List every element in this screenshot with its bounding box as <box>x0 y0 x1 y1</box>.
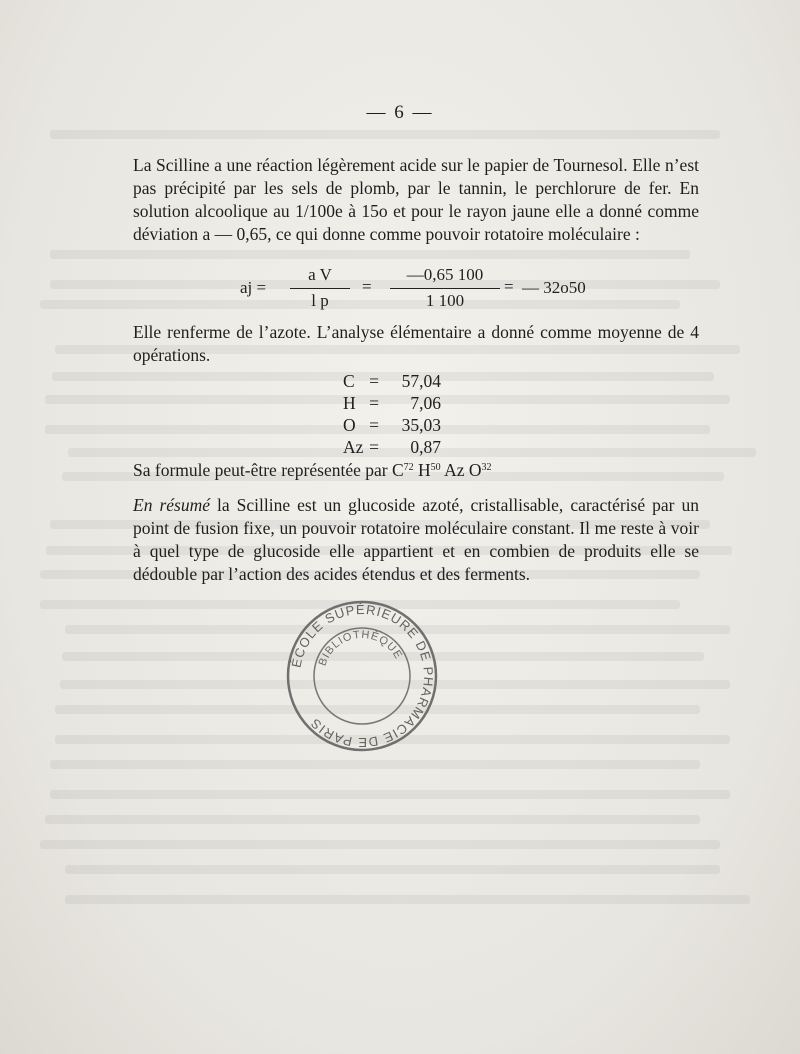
paragraph-formula <box>133 459 699 482</box>
formula-result: — 32o50 <box>522 278 586 297</box>
formula-lhs: aj = <box>240 278 267 297</box>
summary-italic-lead: En résumé <box>133 495 210 515</box>
composition-row <box>343 370 463 392</box>
element-symbol: O <box>343 415 356 435</box>
formula-o-index: 32 <box>481 462 492 473</box>
fraction-bar <box>290 288 350 289</box>
chemical-formula <box>392 460 492 480</box>
equals-sign: = <box>362 277 372 296</box>
bleed-line <box>50 130 720 139</box>
composition-row <box>343 392 463 414</box>
bleed-line <box>45 815 700 824</box>
bleed-line <box>40 840 720 849</box>
formula-h-index: 50 <box>430 462 441 473</box>
element-value: 0,87 <box>410 437 441 457</box>
bleed-line <box>50 760 700 769</box>
fraction-bar <box>390 288 500 289</box>
equals-sign: = <box>369 371 379 391</box>
fraction-denominator: 1 100 <box>425 291 465 310</box>
svg-text:ÉCOLE SUPÉRIEURE DE PHARMACIE: ÉCOLE SUPÉRIEURE DE PHARMACIE DE PARIS <box>288 601 437 751</box>
element-value: 35,03 <box>401 415 441 435</box>
element-value: 7,06 <box>410 393 441 413</box>
equals-sign: = <box>369 393 379 413</box>
summary-text: la Scilline est un glucoside azoté, cristallisable, caractérisé par un point de fusion fixe, un pouvoir rotatoire moléculaire constant. Il me reste à voir à quel type de glucoside elle appartient et en combien de produits elle se dédouble par l’action des acides étendus et des ferments. <box>133 495 699 584</box>
element-value: 57,04 <box>401 371 441 391</box>
composition-row <box>343 436 463 458</box>
bleed-line <box>65 895 750 904</box>
element-symbol: H <box>343 393 356 413</box>
formula-c: C <box>391 460 404 480</box>
fraction-denominator: l p <box>311 291 329 310</box>
fraction-numerator: —0,65 100 <box>406 265 484 284</box>
formula-az: Az <box>444 460 465 480</box>
fraction-av-lp <box>290 265 350 313</box>
equals-sign: = <box>369 437 379 457</box>
equals-sign: = <box>504 277 514 296</box>
formula-o: O <box>468 460 482 480</box>
svg-text:BIBLIOTHÈQUE: BIBLIOTHÈQUE <box>316 628 405 668</box>
formula-h: H <box>418 460 431 480</box>
fraction-values <box>390 265 500 313</box>
element-symbol: C <box>343 371 355 391</box>
element-symbol: Az <box>343 437 364 457</box>
elemental-composition-table <box>343 370 463 458</box>
formula-sentence: Sa formule peut-être représentée par <box>133 460 388 480</box>
bleed-line <box>50 790 730 799</box>
rotatory-power-formula <box>240 265 600 313</box>
paragraph-analysis: Elle renferme de l’azote. L’analyse élémentaire a donné comme moyenne de 4 opérations. <box>133 322 699 365</box>
composition-row <box>343 414 463 436</box>
formula-c-index: 72 <box>403 462 414 473</box>
paragraph-summary <box>133 494 699 586</box>
library-stamp <box>282 596 442 756</box>
paragraph-reaction: La Scilline a une réaction légèrement acide sur le papier de Tournesol. Elle n’est pas précipité par les sels de plomb, par le tannin, le perchlorure de fer. En solution alcoolique au 1/100e à 15o et pour le rayon jaune elle a donné comme déviation a — 0,65, ce qui donne comme pouvoir rotatoire moléculaire : <box>133 155 699 244</box>
bleed-line <box>65 865 720 874</box>
page-number: — 6 — <box>366 102 434 123</box>
bleed-line <box>50 250 690 259</box>
fraction-numerator: a V <box>308 265 332 284</box>
equals-sign: = <box>369 415 379 435</box>
stamp-seal-icon <box>282 596 442 756</box>
